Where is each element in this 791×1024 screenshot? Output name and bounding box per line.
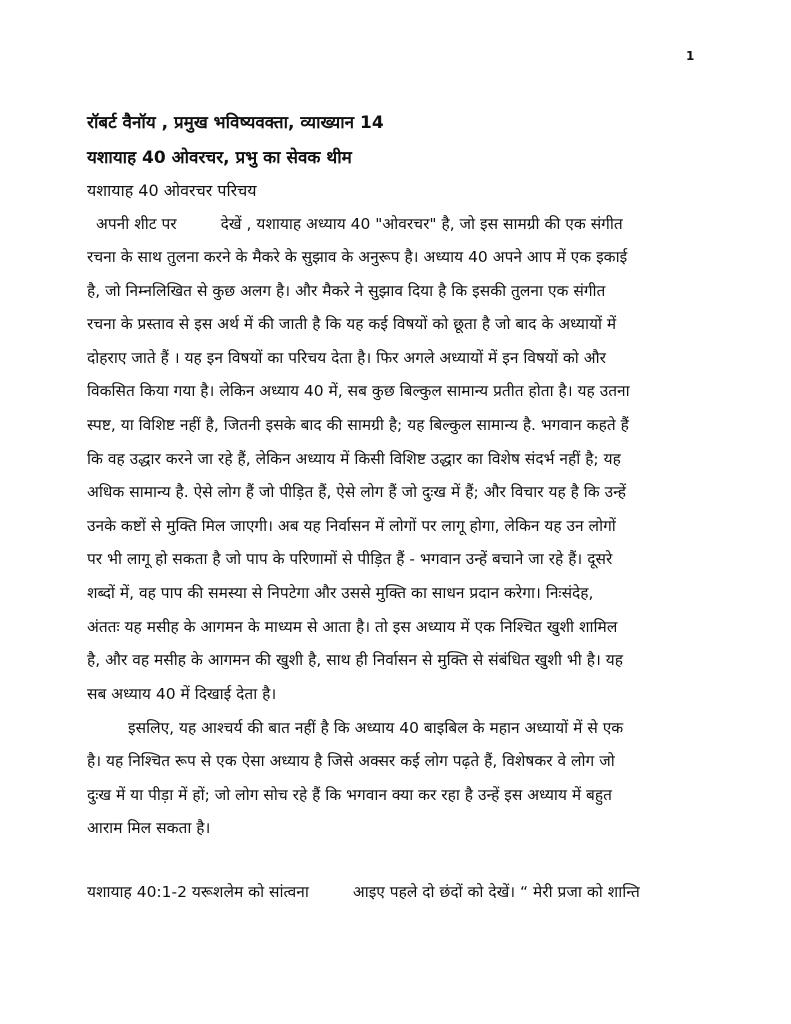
lecture-title: रॉबर्ट वैनॉय , प्रमुख भविष्यवक्ता, व्याख्यान 14 (87, 113, 384, 133)
paragraph-line: कि वह उद्धार करने जा रहे हैं, लेकिन अध्याय में किसी विशिष्ट उद्धार का विशेष संदर्भ नहीं है; यह (87, 450, 621, 468)
verse-intro-text: आइए पहले दो छंदों को देखें। “ मेरी प्रजा को शान्ति (352, 883, 640, 901)
verse-label: यशायाह 40:1-2 यरूशलेम को सांत्वना (87, 883, 309, 901)
paragraph-line: अंततः यह मसीह के आगमन के माध्यम से आता है। तो इस अध्याय में एक निश्चित खुशी शामिल (87, 618, 618, 636)
paragraph-line: शब्दों में, वह पाप की समस्या से निपटेगा और उससे मुक्ति का साधन प्रदान करेगा। निःसंदेह, (87, 584, 594, 602)
page-number: 1 (686, 49, 695, 63)
paragraph-line: रचना के प्रस्ताव से इस अर्थ में की जाती है कि यह कई विषयों को छूता है जो बाद के अध्यायों में (87, 315, 617, 333)
paragraph-line: उनके कष्टों से मुक्ति मिल जाएगी। अब यह निर्वासन में लोगों पर लागू होगा, लेकिन यह उन लोगों (87, 517, 616, 535)
paragraph-line: विकसित किया गया है। लेकिन अध्याय 40 में, सब कुछ बिल्कुल सामान्य प्रतीत होता है। यह उतना (87, 382, 630, 400)
paragraph-line: सब अध्याय 40 में दिखाई देता है। (87, 685, 277, 703)
paragraph-line: अधिक सामान्य है. ऐसे लोग हैं जो पीड़ित हैं, ऐसे लोग हैं जो दुःख में हैं; और विचार यह है कि उन्हें (87, 483, 626, 501)
paragraph-3 (87, 882, 640, 902)
paragraph-line: रचना के साथ तुलना करने के मैकरे के सुझाव के अनुरूप है। अध्याय 40 अपने आप में एक इकाई (87, 248, 628, 266)
lead-label: अपनी शीट पर (96, 215, 177, 233)
paragraph-line: दुःख में या पीड़ा में हों; जो लोग सोच रहे हैं कि भगवान क्या कर रहा है उन्हें इस अध्याय में बहुत (87, 786, 612, 804)
paragraph-line: स्पष्ट, या विशिष्ट नहीं है, जितनी इसके बाद की सामग्री है; यह बिल्कुल सामान्य है. भगवान कहते हैं (87, 416, 629, 434)
paragraph-line: है, और वह मसीह के आगमन की खुशी है, साथ ही निर्वासन से मुक्ति से संबंधित खुशी भी है। यह (87, 651, 623, 669)
paragraph-line: है। यह निश्चित रूप से एक ऐसा अध्याय है जिसे अक्सर कई लोग पढ़ते हैं, विशेषकर वे लोग जो (87, 752, 615, 770)
lecture-subtitle: यशायाह 40 ओवरचर, प्रभु का सेवक थीम (87, 148, 352, 168)
section-heading: यशायाह 40 ओवरचर परिचय (87, 181, 257, 200)
paragraph-line (96, 214, 623, 234)
paragraph-line: इसलिए, यह आश्चर्य की बात नहीं है कि अध्याय 40 बाइबिल के महान अध्यायों में से एक (128, 719, 624, 737)
paragraph-line: पर भी लागू हो सकता है जो पाप के परिणामों से पीड़ित हैं - भगवान उन्हें बचाने जा रहे हैं। दूसरे (87, 550, 613, 568)
line-text: देखें , यशायाह अध्याय 40 "ओवरचर" है, जो इस सामग्री की एक संगीत (220, 215, 623, 233)
paragraph-line: है, जो निम्नलिखित से कुछ अलग है। और मैकरे ने सुझाव दिया है कि इसकी तुलना एक संगीत (87, 282, 606, 300)
paragraph-line: दोहराए जाते हैं । यह इन विषयों का परिचय देता है। फिर अगले अध्यायों में इन विषयों को और (87, 349, 606, 367)
paragraph-line: आराम मिल सकता है। (87, 819, 211, 837)
